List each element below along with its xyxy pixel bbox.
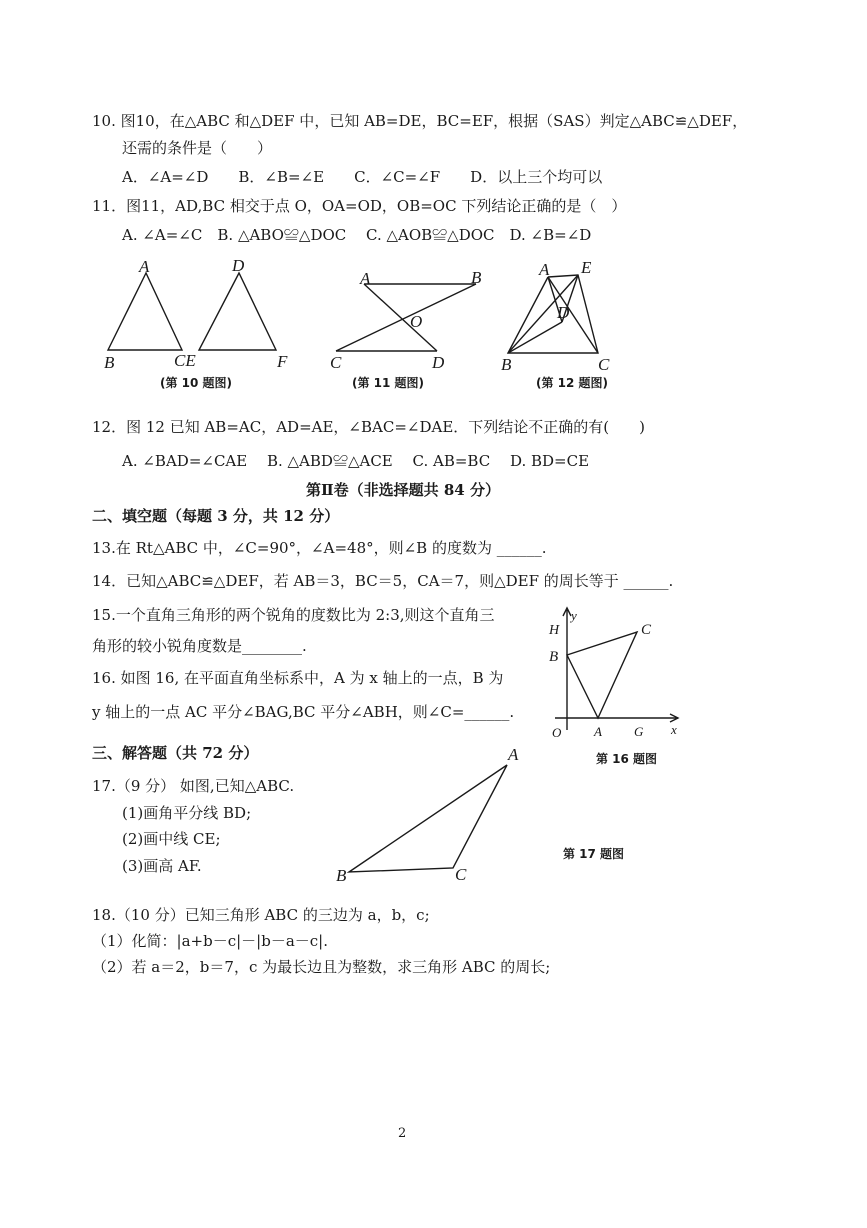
fig16-caption: 第 16 题图 — [596, 752, 658, 766]
section2-title: 二、填空题（每题 3 分，共 12 分） — [92, 507, 340, 525]
q17-item1: (1)画角平分线 BD; — [122, 804, 252, 822]
fig16-label-g: G — [634, 724, 644, 739]
fig16-label-h: H — [549, 623, 560, 638]
q10-line1: 10. 图10，在△ABC 和△DEF 中，已知 AB=DE，BC=EF，根据（SAS）判定△ABC≌△DEF， — [92, 112, 748, 130]
fig12-caption: (第 12 题图) — [536, 376, 609, 390]
fig17-caption: 第 17 题图 — [563, 847, 625, 861]
fig17-label-b: B — [336, 866, 347, 885]
fig12-label-b: B — [501, 355, 512, 374]
fig17-triangle-abc — [349, 765, 507, 872]
fig12-label-e: E — [581, 258, 592, 277]
fig12-label-a: A — [539, 260, 550, 279]
fig12-label-d: D — [557, 303, 570, 322]
fig11-label-c: C — [330, 353, 342, 372]
q10-line2: 还需的条件是（ ） — [122, 139, 273, 157]
q10-options: A．∠A=∠D B．∠B=∠E C．∠C=∠F D．以上三个均可以 — [122, 168, 603, 186]
q18-item1: （1）化简：|a+b－c|－|b－a－c|. — [92, 932, 328, 950]
q15-line1: 15.一个直角三角形的两个锐角的度数比为 2:3,则这个直角三 — [92, 606, 495, 624]
q11-options: A. ∠A=∠C B. △ABO≌△DOC C. △AOB≌△DOC D. ∠B=∠D — [122, 226, 592, 244]
fig11-label-b: B — [471, 268, 482, 287]
q12-line1: 12．图 12 已知 AB=AC，AD=AE，∠BAC=∠DAE．下列结论不正确的有( ) — [92, 418, 645, 436]
page-number: 2 — [398, 1126, 407, 1141]
fig16-label-x: x — [671, 722, 677, 737]
fig17-label-c: C — [455, 865, 467, 884]
fig11-label-a: A — [360, 269, 371, 288]
q17-item2: (2)画中线 CE; — [122, 830, 221, 848]
fig11-label-o: O — [410, 312, 423, 331]
q18-head: 18.（10 分）已知三角形 ABC 的三边为 a，b，c; — [92, 906, 430, 924]
q16-line1: 16. 如图 16, 在平面直角坐标系中，A 为 x 轴上的一点，B 为 — [92, 669, 504, 687]
fig10-label-b: B — [104, 353, 115, 372]
fig10-label-ce: CE — [174, 351, 196, 370]
q12-options: A. ∠BAD=∠CAE B. △ABD≌△ACE C. AB=BC D. BD=CE — [122, 452, 590, 470]
section3-title: 三、解答题（共 72 分） — [92, 744, 259, 762]
q13-text: 13.在 Rt△ABC 中，∠C=90°，∠A=48°，则∠B 的度数为 ______. — [92, 539, 547, 557]
fig10-label-d: D — [232, 256, 245, 275]
fig11-label-d: D — [432, 353, 445, 372]
q18-item2: （2）若 a＝2，b＝7，c 为最长边且为整数，求三角形 ABC 的周长; — [92, 958, 551, 976]
fig11-caption: (第 11 题图) — [352, 376, 425, 390]
fig10-caption: (第 10 题图) — [160, 376, 233, 390]
fig16-label-y: y — [571, 608, 577, 623]
fig12-label-c: C — [598, 355, 610, 374]
fig16-label-b: B — [549, 649, 559, 665]
fig16-label-c: C — [641, 622, 652, 638]
fig16-label-o: O — [552, 725, 562, 740]
q15-line2: 角形的较小锐角度数是________. — [92, 637, 307, 655]
fig10-label-a: A — [139, 257, 150, 276]
fig10-label-f: F — [277, 352, 288, 371]
fig17-label-a: A — [508, 745, 519, 764]
q17-item3: (3)画高 AF. — [122, 857, 202, 875]
fig16-label-a: A — [594, 724, 602, 739]
q17-head: 17.（9 分） 如图,已知△ABC. — [92, 777, 295, 795]
q11-line1: 11．图11，AD,BC 相交于点 O，OA=OD，OB=OC 下列结论正确的是（ ） — [92, 197, 627, 215]
q14-text: 14．已知△ABC≌△DEF，若 AB＝3，BC＝5，CA＝7，则△DEF 的周长等于 ______. — [92, 572, 674, 590]
q16-line2: y 轴上的一点 AC 平分∠BAG,BC 平分∠ABH，则∠C=______. — [92, 703, 515, 721]
part2-title: 第Ⅱ卷（非选择题共 84 分） — [306, 481, 500, 499]
